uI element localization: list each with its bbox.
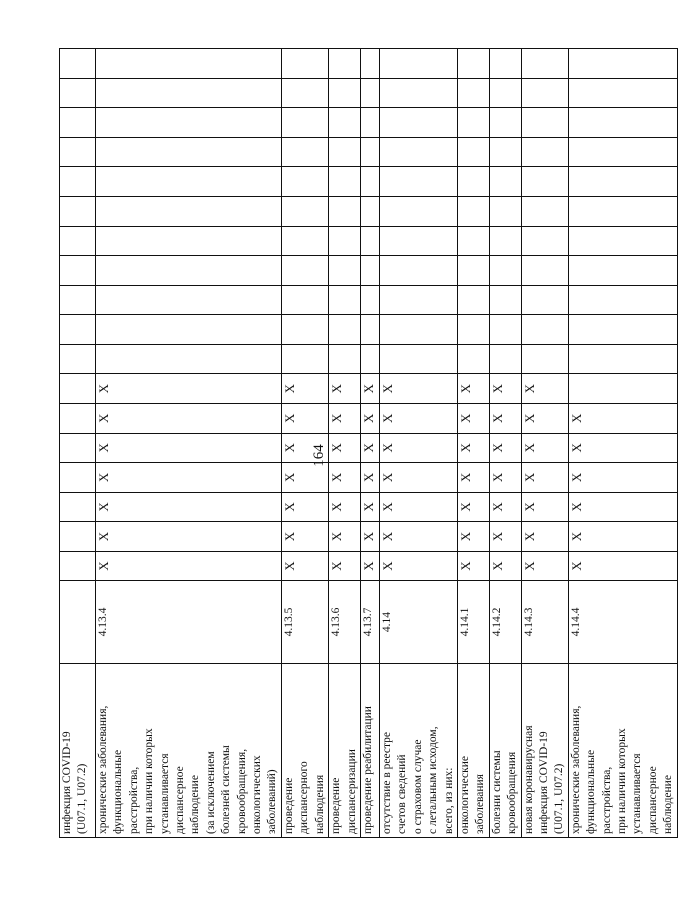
empty-cell	[360, 167, 379, 197]
cross-mark-cell: X	[360, 374, 379, 404]
cross-mark-cell: X	[457, 551, 489, 581]
empty-cell	[96, 226, 282, 256]
cross-mark-cell: X	[457, 374, 489, 404]
cross-mark-cell: X	[379, 374, 457, 404]
empty-cell	[360, 285, 379, 315]
table-row	[281, 49, 328, 838]
empty-cell	[521, 226, 568, 256]
cross-mark-cell	[60, 492, 96, 522]
description-line: диспансерное	[174, 766, 187, 834]
description-line: онкологических	[251, 755, 264, 834]
description-line: инфекция COVID-19	[61, 731, 73, 834]
table-row	[360, 49, 379, 838]
description-line: наблюдение	[189, 775, 202, 834]
cross-mark-cell: X	[457, 403, 489, 433]
description-line: болезней системы	[220, 745, 233, 834]
empty-cell	[329, 49, 361, 79]
empty-cell	[568, 197, 677, 227]
cross-mark-cell: X	[329, 551, 361, 581]
description-line: проведение	[330, 777, 343, 834]
cross-mark-cell: X	[281, 403, 328, 433]
empty-cell	[60, 137, 96, 167]
description-line: с летальным исходом,	[427, 726, 440, 834]
empty-cell	[281, 78, 328, 108]
description-line: о страховом случае	[411, 739, 424, 834]
description-line: проведение реабилитации	[361, 706, 374, 834]
empty-cell	[489, 256, 521, 286]
description-line: заболевания	[474, 774, 487, 834]
cross-mark-cell: X	[521, 374, 568, 404]
description-line: наблюдения	[313, 774, 326, 834]
cross-mark-cell	[60, 522, 96, 552]
cross-mark-cell: X	[379, 522, 457, 552]
description-line: при наличии которых	[143, 728, 156, 834]
empty-cell	[379, 197, 457, 227]
cross-mark-cell: X	[521, 492, 568, 522]
description-line: кровообращения	[506, 751, 519, 834]
description-line: болезни системы	[490, 750, 503, 834]
cross-mark-cell: X	[96, 492, 282, 522]
empty-cell	[457, 256, 489, 286]
cross-mark-cell: X	[521, 433, 568, 463]
row-code: 4.13.4	[96, 581, 282, 663]
cross-mark-cell: X	[96, 551, 282, 581]
table-row	[329, 49, 361, 838]
empty-cell	[568, 167, 677, 197]
description-line: заболеваний)	[266, 769, 279, 834]
cross-mark-cell: X	[379, 403, 457, 433]
cross-mark-cell: X	[457, 433, 489, 463]
empty-cell	[96, 167, 282, 197]
row-description	[96, 663, 282, 837]
empty-cell	[568, 256, 677, 286]
row-description	[521, 663, 568, 837]
cross-mark-cell: X	[521, 463, 568, 493]
empty-cell	[96, 285, 282, 315]
description-line: расстройства,	[127, 766, 140, 834]
empty-cell	[568, 49, 677, 79]
empty-cell	[60, 344, 96, 374]
row-code: 4.14.4	[568, 581, 677, 663]
empty-cell	[568, 137, 677, 167]
cross-mark-cell: X	[568, 463, 677, 493]
empty-cell	[60, 315, 96, 345]
cross-mark-cell: X	[360, 433, 379, 463]
empty-cell	[457, 315, 489, 345]
row-description	[60, 663, 96, 837]
cross-mark-cell: X	[457, 463, 489, 493]
description-line: онкологические	[458, 756, 471, 834]
cross-mark-cell: X	[521, 522, 568, 552]
cross-mark-cell: X	[329, 522, 361, 552]
empty-cell	[360, 108, 379, 138]
cross-mark-cell: X	[568, 522, 677, 552]
empty-cell	[329, 256, 361, 286]
empty-cell	[329, 344, 361, 374]
empty-cell	[281, 108, 328, 138]
empty-cell	[521, 256, 568, 286]
empty-cell	[60, 197, 96, 227]
empty-cell	[329, 285, 361, 315]
cross-mark-cell: X	[457, 522, 489, 552]
cross-mark-cell: X	[379, 492, 457, 522]
empty-cell	[281, 285, 328, 315]
rotated-table-frame	[59, 48, 675, 838]
cross-mark-cell: X	[360, 463, 379, 493]
empty-cell	[329, 226, 361, 256]
cross-mark-cell: X	[568, 433, 677, 463]
empty-cell	[489, 137, 521, 167]
description-line: при наличии которых	[616, 728, 628, 834]
table-row	[379, 49, 457, 838]
empty-cell	[521, 137, 568, 167]
empty-cell	[96, 137, 282, 167]
row-code: 4.14.1	[457, 581, 489, 663]
empty-cell	[379, 285, 457, 315]
cross-mark-cell: X	[568, 403, 677, 433]
empty-cell	[360, 256, 379, 286]
cross-mark-cell	[568, 374, 677, 404]
cross-mark-cell: X	[281, 522, 328, 552]
empty-cell	[568, 78, 677, 108]
table-row	[457, 49, 489, 838]
empty-cell	[489, 197, 521, 227]
empty-cell	[360, 78, 379, 108]
cross-mark-cell	[60, 463, 96, 493]
empty-cell	[521, 315, 568, 345]
empty-cell	[521, 167, 568, 197]
empty-cell	[281, 344, 328, 374]
cross-mark-cell: X	[489, 492, 521, 522]
empty-cell	[568, 315, 677, 345]
row-code: 4.14.2	[489, 581, 521, 663]
empty-cell	[379, 108, 457, 138]
description-line: (за исключением	[204, 751, 217, 834]
empty-cell	[281, 49, 328, 79]
empty-cell	[489, 315, 521, 345]
cross-mark-cell: X	[379, 433, 457, 463]
empty-cell	[379, 315, 457, 345]
cross-mark-cell: X	[96, 433, 282, 463]
table-row	[96, 49, 282, 838]
empty-cell	[360, 197, 379, 227]
empty-cell	[60, 285, 96, 315]
empty-cell	[379, 256, 457, 286]
description-line: функциональные	[112, 749, 125, 834]
description-line: новая коронавирусная	[522, 725, 535, 834]
empty-cell	[457, 108, 489, 138]
empty-cell	[360, 137, 379, 167]
row-description	[281, 663, 328, 837]
row-description	[379, 663, 457, 837]
cross-mark-cell: X	[360, 492, 379, 522]
cross-mark-cell: X	[457, 492, 489, 522]
cross-mark-cell: X	[568, 492, 677, 522]
empty-cell	[96, 108, 282, 138]
cross-mark-cell: X	[489, 433, 521, 463]
empty-cell	[60, 167, 96, 197]
empty-cell	[360, 49, 379, 79]
empty-cell	[281, 315, 328, 345]
row-description	[457, 663, 489, 837]
cross-mark-cell: X	[96, 403, 282, 433]
row-code: 4.13.7	[360, 581, 379, 663]
empty-cell	[489, 49, 521, 79]
cross-mark-cell: X	[281, 492, 328, 522]
cross-mark-cell	[60, 374, 96, 404]
empty-cell	[281, 197, 328, 227]
empty-cell	[96, 344, 282, 374]
empty-cell	[457, 197, 489, 227]
cross-mark-cell: X	[329, 403, 361, 433]
empty-cell	[521, 344, 568, 374]
cross-mark-cell: X	[489, 403, 521, 433]
empty-cell	[457, 49, 489, 79]
empty-cell	[379, 78, 457, 108]
row-code: 4.13.6	[329, 581, 361, 663]
empty-cell	[379, 137, 457, 167]
empty-cell	[96, 49, 282, 79]
empty-cell	[96, 256, 282, 286]
empty-cell	[360, 315, 379, 345]
description-line: функциональные	[585, 749, 598, 834]
cross-mark-cell: X	[96, 374, 282, 404]
empty-cell	[281, 167, 328, 197]
description-line: инфекция COVID-19	[537, 731, 550, 834]
cross-mark-cell: X	[281, 551, 328, 581]
empty-cell	[489, 344, 521, 374]
description-line: всего, из них:	[442, 767, 455, 834]
description-line: хронические заболевания,	[569, 705, 582, 834]
description-line: расстройства,	[600, 766, 613, 834]
cross-mark-cell: X	[379, 463, 457, 493]
table-row	[60, 49, 96, 838]
empty-cell	[60, 108, 96, 138]
page-number: 164	[310, 444, 327, 467]
row-description	[568, 663, 677, 837]
description-line: счетов сведений	[396, 754, 409, 834]
empty-cell	[568, 226, 677, 256]
description-line: диспансеризации	[345, 749, 358, 834]
empty-cell	[489, 285, 521, 315]
empty-cell	[457, 226, 489, 256]
empty-cell	[379, 167, 457, 197]
description-line: устанавливается	[158, 753, 171, 834]
description-line: наблюдение	[662, 775, 675, 834]
empty-cell	[489, 78, 521, 108]
empty-cell	[521, 78, 568, 108]
description-line: устанавливается	[631, 753, 644, 834]
cross-mark-cell: X	[329, 492, 361, 522]
row-code: 4.14	[379, 581, 457, 663]
cross-mark-cell: X	[329, 463, 361, 493]
cross-mark-cell: X	[329, 374, 361, 404]
empty-cell	[60, 256, 96, 286]
empty-cell	[521, 197, 568, 227]
cross-mark-cell: X	[96, 522, 282, 552]
empty-cell	[96, 315, 282, 345]
empty-cell	[489, 108, 521, 138]
cross-mark-cell: X	[329, 433, 361, 463]
empty-cell	[360, 344, 379, 374]
empty-cell	[96, 78, 282, 108]
empty-cell	[457, 285, 489, 315]
empty-cell	[329, 315, 361, 345]
table-row	[489, 49, 521, 838]
empty-cell	[60, 226, 96, 256]
description-line: отсутствие в реестре	[380, 731, 393, 834]
description-line: диспансерное	[646, 766, 659, 834]
cross-mark-cell: X	[96, 463, 282, 493]
empty-cell	[568, 285, 677, 315]
empty-cell	[360, 226, 379, 256]
description-line: хронические заболевания,	[97, 705, 109, 834]
empty-cell	[457, 344, 489, 374]
empty-cell	[457, 78, 489, 108]
cross-mark-cell: X	[281, 433, 328, 463]
empty-cell	[329, 197, 361, 227]
description-line: проведение	[282, 777, 295, 834]
description-line: кровообращения,	[235, 748, 248, 834]
description-line: (U07.1, U07.2)	[553, 763, 566, 834]
cross-mark-cell: X	[379, 551, 457, 581]
cross-mark-cell: X	[489, 463, 521, 493]
empty-cell	[281, 137, 328, 167]
empty-cell	[96, 197, 282, 227]
cross-mark-cell: X	[568, 551, 677, 581]
empty-cell	[281, 256, 328, 286]
empty-cell	[489, 226, 521, 256]
empty-cell	[329, 108, 361, 138]
table-row	[521, 49, 568, 838]
cross-mark-cell: X	[360, 403, 379, 433]
description-line: диспансерного	[298, 761, 311, 834]
empty-cell	[457, 137, 489, 167]
description-line: (U07.1, U07.2)	[76, 763, 89, 834]
row-description	[329, 663, 361, 837]
empty-cell	[457, 167, 489, 197]
cross-mark-cell	[60, 433, 96, 463]
table-row	[568, 49, 677, 838]
empty-cell	[379, 49, 457, 79]
cross-mark-cell: X	[360, 522, 379, 552]
cross-mark-cell: X	[489, 374, 521, 404]
row-code	[60, 581, 96, 663]
row-description	[360, 663, 379, 837]
cross-mark-cell: X	[521, 551, 568, 581]
cross-mark-cell: X	[489, 522, 521, 552]
empty-cell	[521, 49, 568, 79]
empty-cell	[521, 108, 568, 138]
row-code: 4.14.3	[521, 581, 568, 663]
cross-mark-cell: X	[360, 551, 379, 581]
empty-cell	[521, 285, 568, 315]
cross-mark-cell: X	[281, 463, 328, 493]
data-table	[59, 48, 678, 838]
cross-mark-cell	[60, 551, 96, 581]
cross-mark-cell: X	[489, 551, 521, 581]
row-code: 4.13.5	[281, 581, 328, 663]
empty-cell	[60, 78, 96, 108]
empty-cell	[379, 344, 457, 374]
row-description	[489, 663, 521, 837]
cross-mark-cell: X	[521, 403, 568, 433]
empty-cell	[329, 78, 361, 108]
empty-cell	[329, 167, 361, 197]
empty-cell	[329, 137, 361, 167]
cross-mark-cell	[60, 403, 96, 433]
empty-cell	[568, 108, 677, 138]
empty-cell	[489, 167, 521, 197]
cross-mark-cell: X	[281, 374, 328, 404]
empty-cell	[568, 344, 677, 374]
empty-cell	[379, 226, 457, 256]
empty-cell	[60, 49, 96, 79]
empty-cell	[281, 226, 328, 256]
